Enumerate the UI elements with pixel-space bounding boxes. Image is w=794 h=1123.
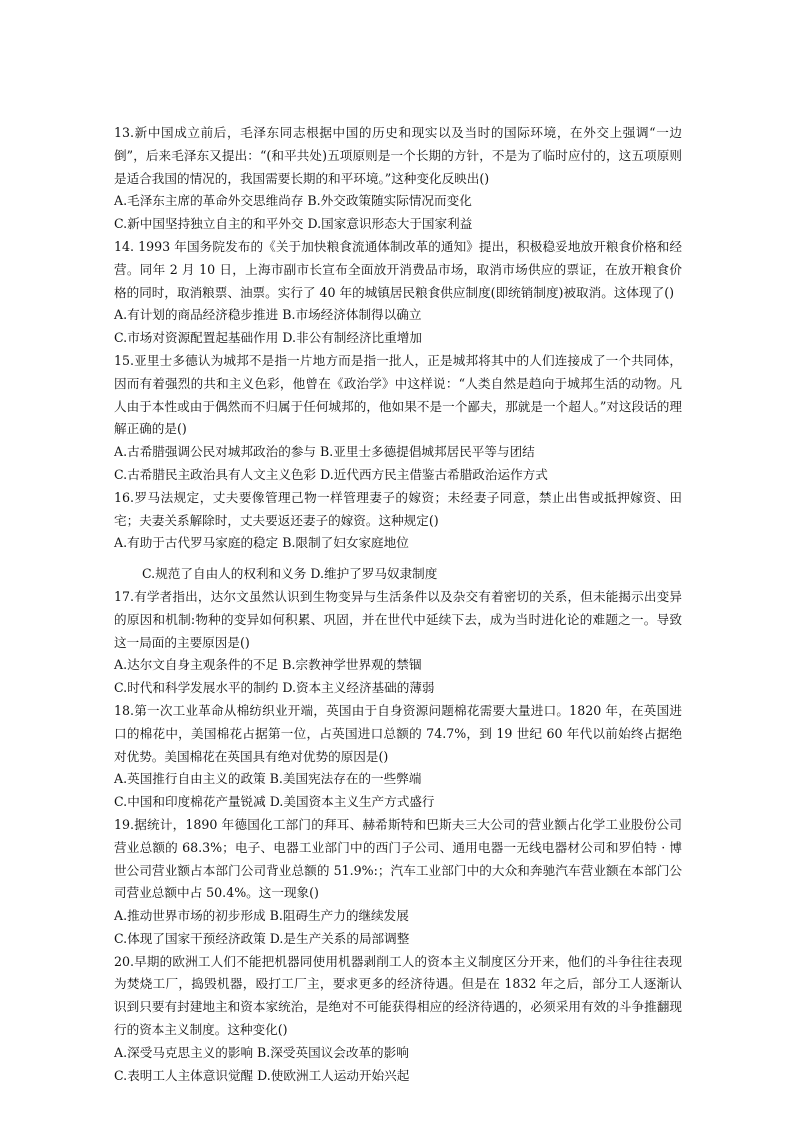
question-stem: 13.新中国成立前后，毛泽东同志根据中国的历史和现实以及当时的国际环境，在外交上强调“一边倒”，后来毛泽东又提出：“(和平共处)五项原则是一个长期的方针，不是为了临时应付的，这五项原则是适合我国的情况的，我国需要长期的和平环境。”这种变化反映出() — [114, 125, 682, 186]
answer-options-cd: C.体现了国家干预经济政策 D.是生产关系的局部调整 — [114, 930, 410, 946]
question-stem: 19.据统计，1890 年德国化工部门的拜耳、赫希斯特和巴斯夫三大公司的营业额占化学工业股份公司营业总额的 68.3%；电子、电器工业部门中的西门子公司、通用电器一无线电器材公司和罗伯特 · 博世公司营业额占本部门公司背业总额的 51.9%:；汽车工业部门中的大众和奔驰汽车营业额在本部门公司营业总额中占 50.4%。这一现象() — [114, 816, 682, 901]
answer-options-ab: A.达尔文自身主观条件的不足 B.宗教神学世界观的禁锢 — [114, 657, 422, 673]
question-18 — [114, 700, 682, 814]
question-20 — [114, 951, 682, 1088]
answer-options-ab: A.有助于古代罗马家庭的稳定 B.限制了妇女家庭地位 — [114, 535, 409, 551]
answer-options-ab: A.英国推行自由主义的政策 B.美国宪法存在的一些弊端 — [114, 771, 422, 787]
question-15 — [114, 350, 682, 487]
answer-options-ab: A.毛泽东主席的革命外交思维尚存 B.外交政策随实际情况而变化 — [114, 193, 472, 209]
answer-options-ab: A.古希腊强调公民对城邦政治的参与 B.亚里士多德提倡城邦居民平等与团结 — [114, 444, 535, 460]
question-16 — [114, 487, 682, 586]
answer-options-cd: C.时代和科学发展水平的制约 D.资本主义经济基础的薄弱 — [114, 680, 435, 696]
question-14 — [114, 236, 682, 350]
answer-options-cd: C.新中国坚持独立自主的和平外交 D.国家意识形态大于国家利益 — [114, 216, 473, 232]
question-13 — [114, 122, 682, 236]
question-17 — [114, 586, 682, 700]
question-stem: 16.罗马法规定，丈夫要像管理己物一样管理妻子的嫁资；未经妻子同意，禁止出售或抵押嫁资、田宅；夫妻关系解除时，丈夫要返还妻子的嫁资。这种规定() — [114, 489, 682, 528]
answer-options-cd: C.古希腊民主政治具有人文主义色彩 D.近代西方民主借鉴古希腊政治运作方式 — [114, 466, 548, 482]
answer-options-ab: A.有计划的商品经济稳步推进 B.市场经济体制得以确立 — [114, 307, 422, 323]
question-stem: 14. 1993 年国务院发布的《关于加快粮食流通体制改革的通知》提出，积极稳妥地放开粮食价格和经营。同年 2 月 10 日，上海市副市长宣布全面放开消费品市场，取消市场供应的票证，在放开粮食价格的同时，取消粮票、油票。实行了 40 年的城镇居民粮食供应制度(即统销制度)被取消。这体现了() — [114, 238, 682, 300]
answer-options-cd: C.市场对资源配置起基础作用 D.非公有制经济比重增加 — [114, 330, 422, 346]
question-19 — [114, 814, 682, 951]
spacer — [114, 555, 682, 563]
answer-options-cd: C.规范了自由人的权利和义务 D.维护了罗马奴隶制度 — [142, 566, 438, 582]
question-stem: 15.亚里士多德认为城邦不是指一片地方而是指一批人，正是城邦将其中的人们连接成了一个共同体，因而有着强烈的共和主义色彩，他曾在《政治学》中这样说：“人类自然是趋向于城邦生活的动物。凡人由于本性或由于偶然而不归属于任何城邦的，他如果不是一个鄙夫，那就是一个超人。”对这段话的理解正确的是() — [114, 352, 682, 437]
answer-options-ab: A.深受马克思主义的影响 B.深受英国议会改革的影响 — [114, 1044, 409, 1060]
answer-options-ab: A.推动世界市场的初步形成 B.阻碍生产力的继续发展 — [114, 908, 409, 924]
answer-options-cd: C.中国和印度棉花产量锐减 D.美国资本主义生产方式盛行 — [114, 794, 435, 810]
question-stem: 17.有学者指出，达尔文虽然认识到生物变异与生活条件以及杂交有着密切的关系，但未能揭示出变异的原因和机制:物种的变异如何积累、巩固，并在世代中延续下去，成为当时进化论的难题之一。导致这一局面的主要原因是() — [114, 588, 682, 650]
question-stem: 18.第一次工业革命从棉纺织业开端，英国由于自身资源问题棉花需要大量进口。1820 年，在英国进口的棉花中，美国棉花占据第一位，占英国进口总额的 74.7%，到 19 世纪 60 年代以前始终占据绝对优势。美国棉花在英国具有绝对优势的原因是() — [114, 702, 682, 764]
exam-page — [114, 122, 682, 1087]
answer-options-cd: C.表明工人主体意识觉醒 D.使欧洲工人运动开始兴起 — [114, 1067, 410, 1083]
question-stem: 20.早期的欧洲工人们不能把机器同使用机器剥削工人的资本主义制度区分开来，他们的斗争往往表现为焚烧工厂，捣毁机器，殴打工厂主，要求更多的经济待遇。但是在 1832 年之后，部分工人逐渐认识到只要有封建地主和资本家统治，是绝对不可能获得相应的经济待遇的，必须采用有效的斗争推翻现行的资本主义制度。这种变化() — [114, 953, 682, 1038]
